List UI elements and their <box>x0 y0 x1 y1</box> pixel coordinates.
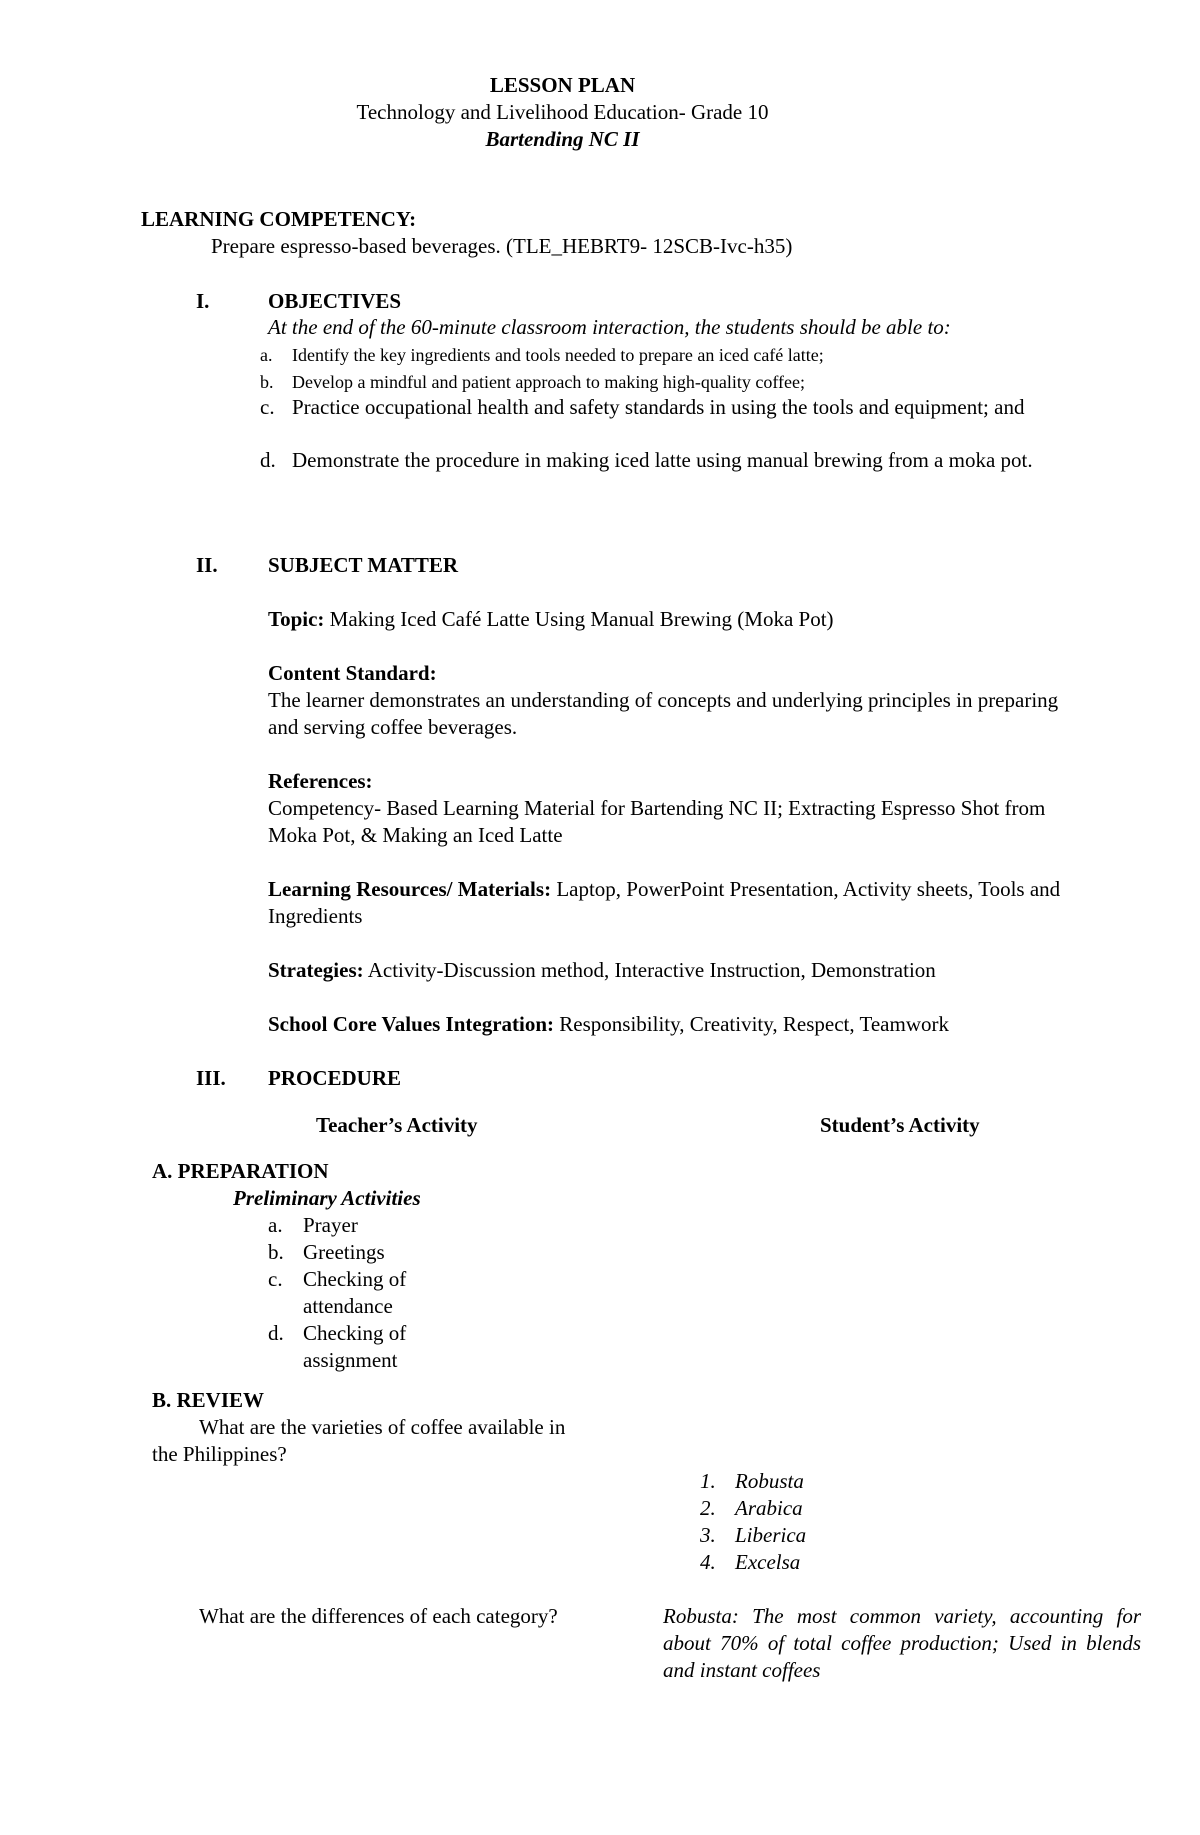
preliminary-item: Prayer <box>303 1213 358 1237</box>
objective-text: Demonstrate the procedure in making iced latte using manual brewing from a moka pot. <box>292 448 1033 472</box>
variety-name: Excelsa <box>735 1550 801 1574</box>
content-standard-text: The learner demonstrates an understanding of concepts and underlying principles in preparing and serving coffee beverages. <box>268 688 1059 739</box>
competency-heading: LEARNING COMPETENCY: <box>141 207 417 231</box>
strategies-text: Activity-Discussion method, Interactive Instruction, Demonstration <box>367 958 936 982</box>
preliminary-letter: a. <box>268 1213 283 1237</box>
preliminary-item-cont: attendance <box>303 1294 393 1318</box>
procedure-heading: PROCEDURE <box>268 1066 402 1090</box>
objectives-intro: At the end of the 60-minute classroom interaction, the students should be able to: <box>268 315 951 339</box>
document-course: Bartending NC II <box>485 127 640 151</box>
competency-text: Prepare espresso-based beverages. (TLE_HEBRT9- 12SCB-Ivc-h35) <box>211 234 793 258</box>
objective-letter: b. <box>260 372 274 392</box>
variety-number: 3. <box>700 1523 716 1547</box>
references-text: Competency- Based Learning Material for Bartending NC II; Extracting Espresso Shot from Moka Pot, & Making an Iced Latte <box>268 796 1046 847</box>
preliminary-item-cont: assignment <box>303 1348 398 1372</box>
resources-line <box>268 876 1138 930</box>
review-question-1-cont: the Philippines? <box>152 1442 287 1466</box>
resources-text: Laptop, PowerPoint Presentation, Activity sheets, Tools and Ingredients <box>268 877 1061 928</box>
strategies-label: Strategies: <box>268 958 364 982</box>
topic-label: Topic: <box>268 607 325 631</box>
references-label: References: <box>268 769 373 793</box>
subject-matter-heading: SUBJECT MATTER <box>268 553 459 577</box>
teacher-activity-header: Teacher’s Activity <box>316 1113 478 1137</box>
preliminary-item: Checking of <box>303 1267 407 1291</box>
subject-matter-numeral: II. <box>196 553 218 577</box>
objective-text: Develop a mindful and patient approach to making high-quality coffee; <box>292 372 806 392</box>
objectives-numeral: I. <box>196 289 210 313</box>
objective-text: Identify the key ingredients and tools needed to prepare an iced café latte; <box>292 345 824 365</box>
preliminary-letter: b. <box>268 1240 284 1264</box>
preliminary-letter: d. <box>268 1321 284 1345</box>
objectives-heading: OBJECTIVES <box>268 289 402 313</box>
preliminary-activities-heading: Preliminary Activities <box>233 1186 421 1210</box>
review-question-2: What are the differences of each category? <box>199 1604 558 1628</box>
document-subject: Technology and Livelihood Education- Grade 10 <box>356 100 769 124</box>
preliminary-item: Checking of <box>303 1321 407 1345</box>
objective-item <box>260 394 1122 421</box>
values-text: Responsibility, Creativity, Respect, Teamwork <box>559 1012 949 1036</box>
variety-name: Arabica <box>735 1496 803 1520</box>
objective-letter: a. <box>260 345 273 365</box>
resources-label: Learning Resources/ Materials: <box>268 877 552 901</box>
variety-name: Robusta <box>735 1469 804 1493</box>
strategies-line <box>268 957 1148 984</box>
procedure-numeral: III. <box>196 1066 226 1090</box>
objective-item <box>260 342 1152 369</box>
values-label: School Core Values Integration: <box>268 1012 555 1036</box>
document-title: LESSON PLAN <box>489 73 636 97</box>
variety-name: Liberica <box>735 1523 807 1547</box>
review-heading: B. REVIEW <box>152 1388 265 1412</box>
variety-number: 2. <box>700 1496 716 1520</box>
objective-letter: c. <box>260 395 275 419</box>
topic-text: Making Iced Café Latte Using Manual Brewing (Moka Pot) <box>329 607 834 631</box>
objective-text: Practice occupational health and safety standards in using the tools and equipment; and <box>292 395 1025 419</box>
preliminary-item: Greetings <box>303 1240 385 1264</box>
student-activity-header: Student’s Activity <box>820 1113 980 1137</box>
variety-number: 4. <box>700 1550 716 1574</box>
objective-letter: d. <box>260 448 276 472</box>
values-line <box>268 1011 1148 1038</box>
review-answer-2: Robusta: The most common variety, accounting for about 70% of total coffee production; Used in blends and instant coffees <box>663 1604 1141 1682</box>
objective-item <box>260 447 1122 474</box>
objective-item <box>260 369 1152 396</box>
review-question-1: What are the varieties of coffee available in <box>199 1415 566 1439</box>
variety-number: 1. <box>700 1469 716 1493</box>
topic-line <box>268 606 1148 633</box>
content-standard-label: Content Standard: <box>268 661 437 685</box>
preliminary-letter: c. <box>268 1267 283 1291</box>
preparation-heading: A. PREPARATION <box>152 1159 329 1183</box>
